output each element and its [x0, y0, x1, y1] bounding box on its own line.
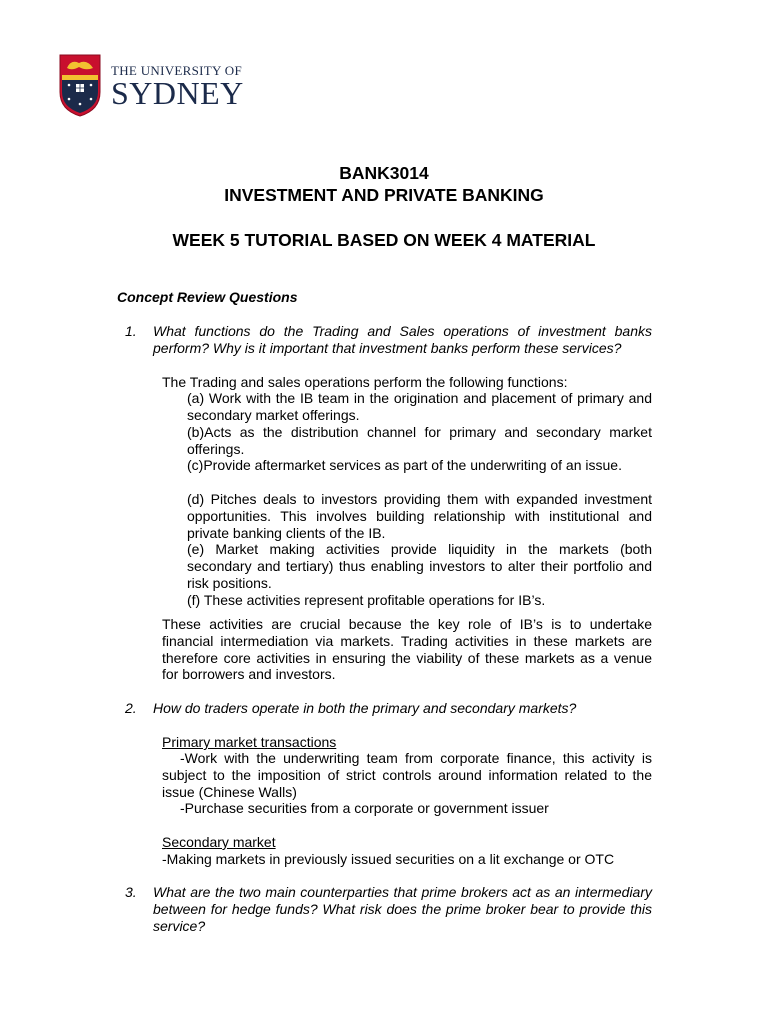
q1-item-c: (c)Provide aftermarket services as part of the underwriting of an issue.	[187, 457, 622, 473]
university-name-line1: THE UNIVERSITY OF	[111, 62, 242, 78]
question-3	[125, 884, 652, 934]
q1-item-f: (f) These activities represent profitable operations for IB’s.	[187, 592, 546, 608]
q1-answer-intro: The Trading and sales operations perform the following functions:	[162, 374, 568, 390]
question-number: 3.	[125, 884, 137, 900]
q1-item-e: (e) Market making activities provide liquidity in the markets (both secondary and tertiary) thus enabling investors to alter their portfolio and risk positions.	[187, 541, 652, 591]
secondary-market-point-1: -Making markets in previously issued securities on a lit exchange or OTC	[162, 851, 615, 867]
primary-market-heading: Primary market transactions	[162, 734, 337, 750]
university-name-line2: SYDNEY	[111, 74, 244, 111]
university-crest-icon	[59, 54, 101, 117]
question-number: 1.	[125, 323, 137, 339]
q1-item-b: (b)Acts as the distribution channel for primary and secondary market offerings.	[187, 424, 652, 457]
q1-item-d: (d) Pitches deals to investors providing them with expanded investment opportunities. This involves building relationship with institutional and private banking clients of the IB.	[187, 491, 652, 541]
primary-market-point-2: -Purchase securities from a corporate or government issuer	[180, 800, 549, 816]
course-code: BANK3014	[339, 163, 429, 183]
question-text: What functions do the Trading and Sales operations of investment banks perform? Why is it important that investment banks perform these services?	[153, 323, 652, 356]
question-text: What are the two main counterparties that prime brokers act as an intermediary between for hedge funds? What risk does the prime broker bear to provide this service?	[153, 884, 652, 934]
question-text: How do traders operate in both the primary and secondary markets?	[153, 700, 577, 716]
section-title: Concept Review Questions	[117, 289, 298, 305]
question-number: 2.	[125, 700, 137, 716]
secondary-market-heading: Secondary market	[162, 834, 276, 850]
question-2	[125, 700, 652, 717]
q1-item-a: (a) Work with the IB team in the origination and placement of primary and secondary market offerings.	[187, 390, 652, 423]
tutorial-title: WEEK 5 TUTORIAL BASED ON WEEK 4 MATERIAL	[172, 230, 596, 250]
course-name: INVESTMENT AND PRIVATE BANKING	[224, 185, 544, 205]
q1-conclusion: These activities are crucial because the key role of IB’s is to undertake financial intermediation via markets. Trading activities in these markets are therefore core activities in ensuring the viability of these markets as a venue for borrowers and investors.	[162, 616, 652, 683]
university-logo	[59, 54, 244, 117]
question-1	[125, 323, 652, 357]
primary-market-point-1: -Work with the underwriting team from corporate finance, this activity is subject to the imposition of strict controls around information related to the issue (Chinese Walls)	[162, 750, 652, 800]
